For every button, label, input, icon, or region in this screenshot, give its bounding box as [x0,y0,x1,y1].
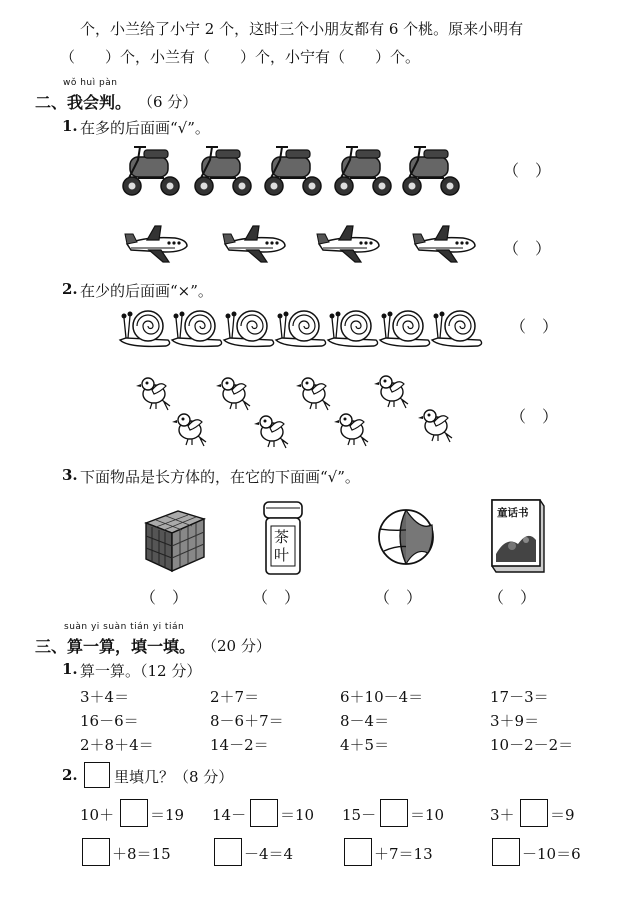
snail-row [118,302,488,350]
fill-r1-c3-pre: 15－ [342,806,377,824]
plane-row [125,222,455,267]
fill-r1-c4-post: ＝9 [550,806,575,824]
q2-instruction: 在少的后面画“×”。 [80,282,213,300]
storybook-title: 童话书 [497,507,529,519]
rubiks-cube-icon [140,505,210,575]
bird-illustrations [130,372,460,452]
q1-number: 1. [62,117,78,135]
tea-label-2: 叶 [274,546,290,564]
calc-r2-c2[interactable]: 8－6＋7＝ [210,712,284,730]
plane-illustrations [125,222,455,267]
fill-box-r1-c3[interactable] [380,799,408,827]
calc-r1-c4[interactable]: 17－3＝ [490,688,549,706]
answer-paren-tea-jar[interactable]: （ ） [252,588,301,607]
fill-r2-c3-post: ＋7＝13 [374,845,433,863]
volleyball-icon [376,507,436,567]
fill-r1-c2-post: ＝10 [280,806,315,824]
answer-paren-book[interactable]: （ ） [488,588,537,607]
scooter-illustrations [120,140,460,200]
fill-r1-c1-pre: 10＋ [80,806,115,824]
answer-paren-snails[interactable]: （ ） [510,317,559,336]
calc-r1-c1[interactable]: 3＋4＝ [80,688,130,706]
calc-r3-c1[interactable]: 2＋8＋4＝ [80,736,154,754]
scooter-row [120,140,460,200]
q1-instruction: 在多的后面画“√”。 [80,119,210,137]
fill-box-r1-c1[interactable] [120,799,148,827]
q3-instruction: 下面物品是长方体的，在它的下面画“√”。 [80,468,360,486]
section3-pinyin: suàn yi suàn tián yi tián [64,622,185,632]
fill-r1-c1-post: ＝19 [150,806,185,824]
tea-jar-image [262,500,304,576]
fill-r2-c2-post: －4＝4 [244,845,294,863]
answer-paren-planes[interactable]: （ ） [503,239,552,258]
fill-box-r2-c4[interactable] [492,838,520,866]
answer-paren-scooters[interactable]: （ ） [503,161,552,180]
answer-paren-volleyball[interactable]: （ ） [374,588,423,607]
s3-q1-number: 1. [62,660,78,678]
calc-r2-c3[interactable]: 8－4＝ [340,712,390,730]
fill-r2-c1-post: ＋8＝15 [112,845,171,863]
answer-paren-birds[interactable]: （ ） [510,407,559,426]
fill-box-r1-c4[interactable] [520,799,548,827]
calc-r3-c2[interactable]: 14－2＝ [210,736,269,754]
calc-r1-c3[interactable]: 6＋10－4＝ [340,688,424,706]
section2-title: 二、我会判。 [35,93,132,112]
tea-label-1: 茶 [274,528,290,546]
fill-box-r1-c2[interactable] [250,799,278,827]
volleyball-image [376,507,436,567]
bird-group [130,372,460,452]
calc-r2-c4[interactable]: 3＋9＝ [490,712,540,730]
rubiks-cube-image [140,505,210,575]
s3-q2-number: 2. [62,766,78,784]
calc-r3-c3[interactable]: 4＋5＝ [340,736,390,754]
section2-pinyin: wǒ huì pàn [63,78,118,88]
fill-r1-c3-post: ＝10 [410,806,445,824]
q3-number: 3. [62,466,78,484]
s3-q1-instruction: 算一算。（12 分） [80,662,202,680]
section3-score: （20 分） [202,637,271,655]
fill-box-r2-c1[interactable] [82,838,110,866]
q2-number: 2. [62,280,78,298]
example-fill-box [84,762,110,788]
fill-r1-c4-pre: 3＋ [490,806,515,824]
problem-text-line-2: （ ）个，小兰有（ ）个，小宁有（ ）个。 [60,48,421,66]
storybook-image [488,496,546,574]
section2-score: （6 分） [138,93,198,111]
answer-paren-cube[interactable]: （ ） [140,588,189,607]
section3-title: 三、算一算，填一填。 [35,637,196,656]
problem-text-line-1: 个，小兰给了小宁 2 个，这时三个小朋友都有 6 个桃。原来小明有 [80,20,524,38]
calc-r1-c2[interactable]: 2＋7＝ [210,688,260,706]
calc-r2-c1[interactable]: 16－6＝ [80,712,139,730]
snail-illustrations [118,302,488,350]
fill-r1-c2-pre: 14－ [212,806,247,824]
calc-r3-c4[interactable]: 10－2－2＝ [490,736,574,754]
fill-r2-c4-post: －10＝6 [522,845,581,863]
fill-box-r2-c2[interactable] [214,838,242,866]
s3-q2-instruction: 里填几？（8 分） [114,768,234,786]
fill-box-r2-c3[interactable] [344,838,372,866]
